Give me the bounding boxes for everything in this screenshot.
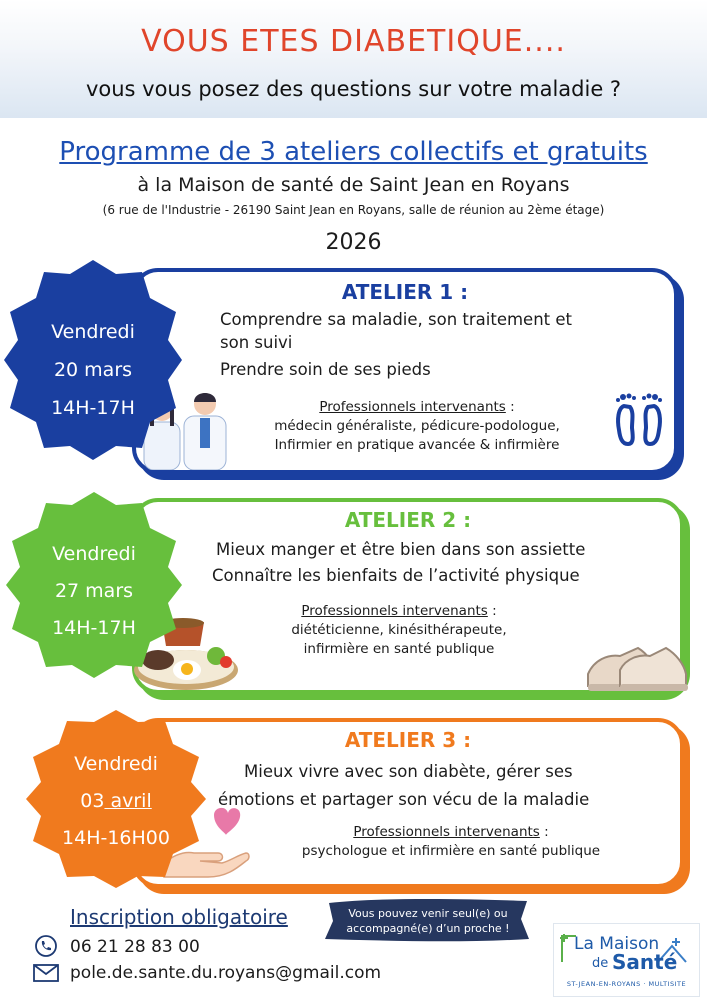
- address-line: (6 rue de l'Industrie - 26190 Saint Jean en Royans, salle de réunion au 2ème étage): [102, 203, 605, 217]
- badge-day: Vendredi: [52, 543, 136, 565]
- pros-heading: Professionnels intervenants: [301, 603, 488, 619]
- badge-time: 14H-17H: [52, 617, 136, 639]
- badge-date: [26, 782, 206, 820]
- sneakers-icon: [584, 634, 692, 698]
- atelier-2-title: ATELIER 2 :: [344, 508, 472, 532]
- atelier-1-title: ATELIER 1 :: [341, 280, 469, 304]
- page-title: VOUS ETES DIABETIQUE....: [141, 24, 566, 59]
- pros-line: diététicienne, kinésithérapeute,: [291, 622, 507, 638]
- phone-number[interactable]: 06 21 28 83 00: [70, 937, 200, 957]
- year: 2026: [325, 230, 382, 255]
- atelier-3-line-2: émotions et partager son vécu de la maladie: [218, 790, 590, 809]
- pros-line: psychologue et infirmière en santé publique: [301, 843, 601, 859]
- pros-colon: :: [487, 603, 497, 619]
- phone-icon: [35, 935, 57, 957]
- pros-heading: Professionnels intervenants: [319, 399, 506, 415]
- date-day-number: 03: [80, 790, 105, 812]
- badge-date: 27 mars: [54, 580, 134, 602]
- badge-time: 14H-17H: [51, 397, 135, 419]
- atelier-2-pros: [268, 602, 530, 659]
- pros-heading: Professionnels intervenants: [353, 824, 540, 840]
- pros-line: médecin généraliste, pédicure-podologue,: [274, 418, 560, 434]
- date-month: avril: [104, 790, 152, 812]
- atelier-2-line-1: Mieux manger et être bien dans son assiette: [216, 540, 586, 559]
- atelier-1-line-3: Prendre soin de ses pieds: [220, 360, 431, 379]
- atelier-3-title: ATELIER 3 :: [344, 728, 472, 752]
- badge-time: 14H-16H00: [62, 827, 170, 849]
- companion-note: [323, 895, 533, 945]
- atelier-1-line-2: son suivi: [220, 333, 293, 352]
- pros-colon: :: [539, 824, 549, 840]
- pros-line: Infirmier en pratique avancée & infirmière: [274, 437, 560, 453]
- note-line-1: Vous pouvez venir seul(e) ou: [348, 907, 508, 920]
- maison-sante-logo: [553, 923, 700, 997]
- atelier-1-date-badge: [4, 260, 182, 460]
- atelier-2-line-2: Connaître les bienfaits de l’activité physique: [212, 566, 580, 585]
- atelier-2-date-badge: [6, 492, 182, 678]
- atelier-1-line-1: Comprendre sa maladie, son traitement et: [220, 310, 572, 329]
- badge-date: 20 mars: [53, 359, 133, 381]
- atelier-1-pros: [244, 398, 590, 455]
- program-heading: Programme de 3 ateliers collectifs et gratuits: [59, 137, 648, 167]
- atelier-3-date-badge: [26, 710, 206, 888]
- pros-colon: :: [505, 399, 515, 415]
- email-address[interactable]: pole.de.sante.du.royans@gmail.com: [70, 963, 382, 983]
- logo-line-2: de: [592, 956, 609, 971]
- location-line: à la Maison de santé de Saint Jean en Royans: [137, 174, 570, 196]
- registration-heading: Inscription obligatoire: [70, 905, 288, 929]
- logo-line-1: La Maison: [574, 934, 660, 954]
- atelier-3-pros: [292, 823, 610, 861]
- note-line-2: accompagné(e) d’un proche !: [346, 922, 510, 935]
- email-icon: [33, 963, 59, 983]
- logo-line-3: Santé: [612, 950, 678, 974]
- pros-line: infirmière en santé publique: [303, 641, 495, 657]
- badge-day: Vendredi: [51, 321, 135, 343]
- logo-tagline: ST-JEAN-EN-ROYANS · MULTISITE: [566, 980, 687, 988]
- feet-icon: [610, 390, 668, 448]
- page-subtitle: vous vous posez des questions sur votre maladie ?: [85, 77, 622, 101]
- badge-day: Vendredi: [74, 753, 158, 775]
- atelier-3-line-1: Mieux vivre avec son diabète, gérer ses: [244, 762, 573, 781]
